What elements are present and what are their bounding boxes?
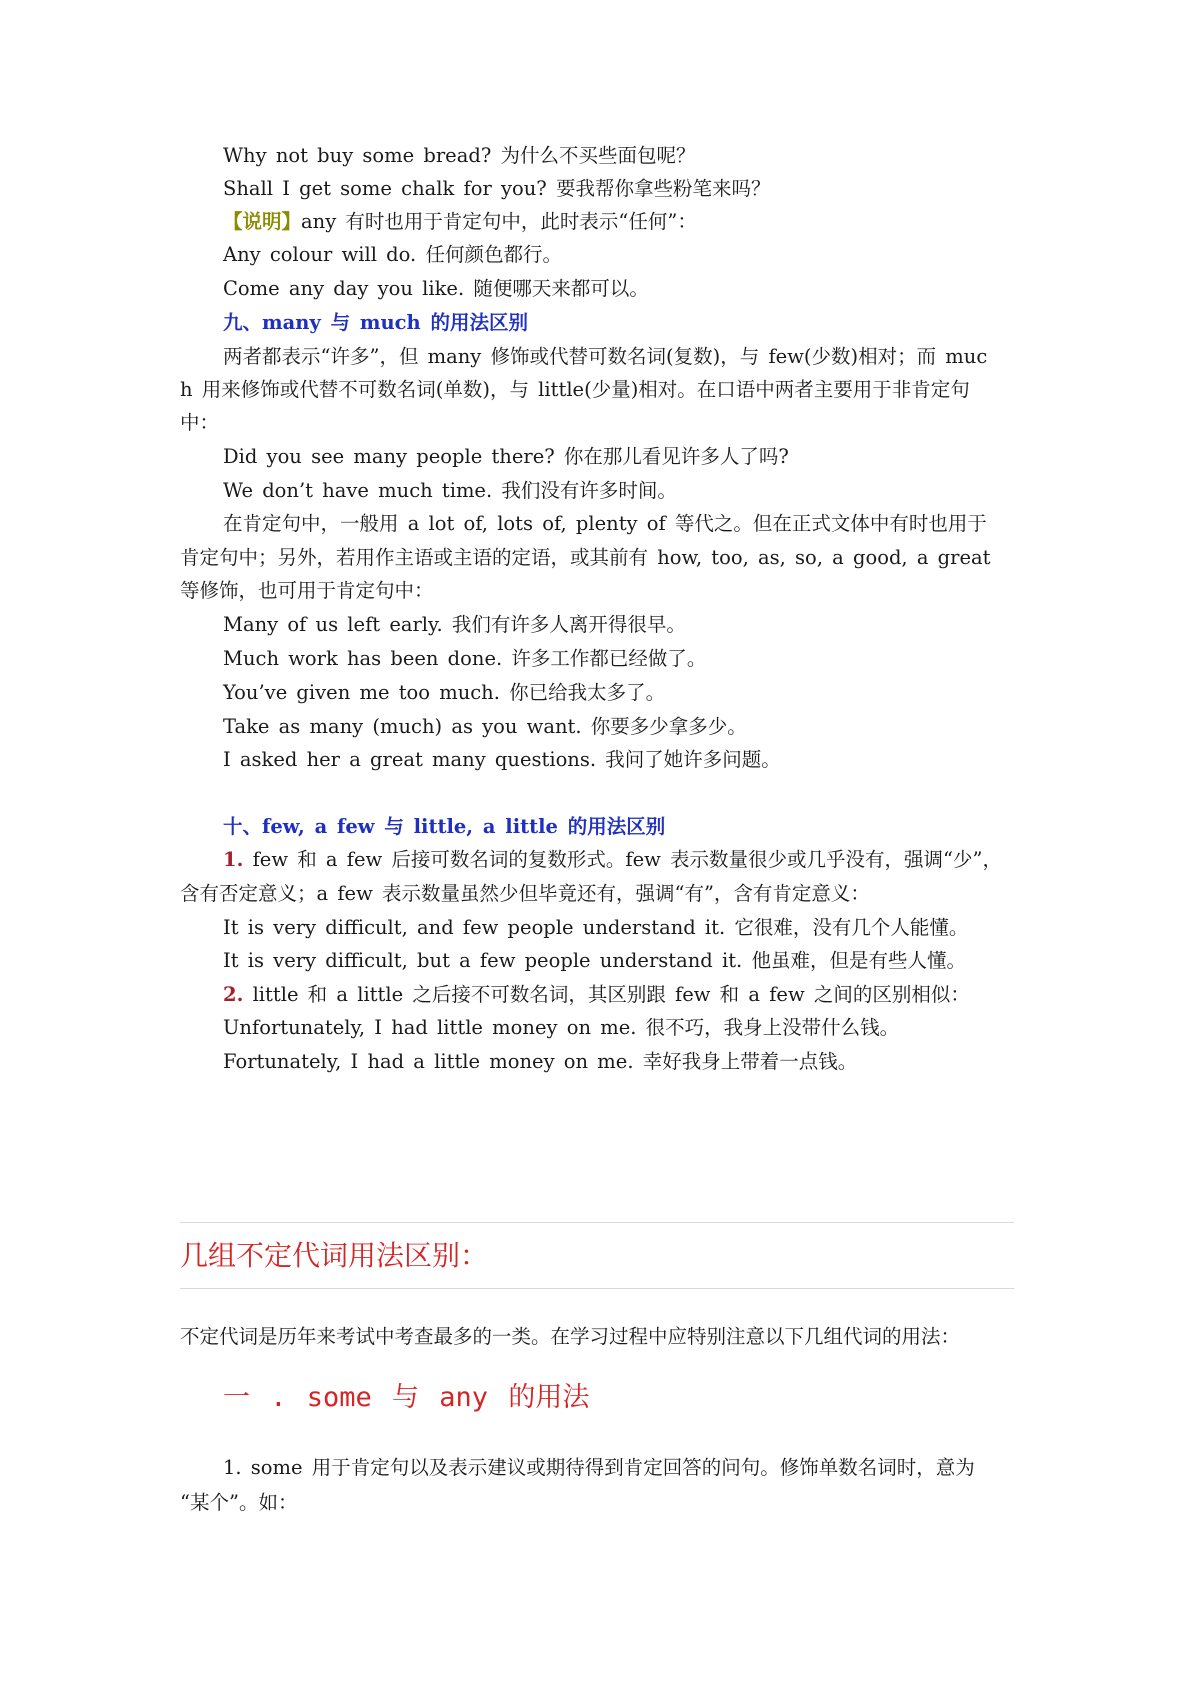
paragraph-line: 肯定句中；另外，若用作主语或主语的定语，或其前有 how, too, as, so, a good, a great	[180, 546, 991, 569]
numbered-paragraph	[0, 842, 1190, 878]
numbered-paragraph	[0, 977, 1190, 1013]
section-heading-10: 十、few, a few 与 little, a little 的用法区别	[223, 815, 666, 838]
paragraph-line: 在肯定句中，一般用 a lot of, lots of, plenty of 等代之。但在正式文体中有时也用于	[223, 512, 987, 535]
example-line: It is very difficult, and few people understand it. 它很难，没有几个人能懂。	[223, 916, 969, 939]
example-line: Any colour will do. 任何颜色都行。	[223, 243, 562, 266]
example-line: Take as many (much) as you want. 你要多少拿多少。	[223, 715, 747, 738]
example-line: Unfortunately, I had little money on me. 很不巧，我身上没带什么钱。	[223, 1016, 900, 1039]
section-heading-9: 九、many 与 much 的用法区别	[223, 311, 529, 334]
note-text: any 有时也用于肯定句中，此时表示“任何”：	[301, 210, 697, 233]
example-line: Why not buy some bread? 为什么不买些面包呢？	[223, 144, 696, 167]
note-line	[0, 204, 1190, 240]
example-line: Fortunately, I had a little money on me. 幸好我身上带着一点钱。	[223, 1050, 858, 1073]
example-line: You’ve given me too much. 你已给我太多了。	[223, 681, 666, 704]
paragraph-line: 等修饰，也可用于肯定句中：	[180, 579, 434, 602]
example-line: I asked her a great many questions. 我问了她许多问题。	[223, 748, 781, 771]
item-number: 1.	[223, 848, 244, 871]
example-line: It is very difficult, but a few people understand it. 他虽难，但是有些人懂。	[223, 949, 966, 972]
subsection-title: 一 . some 与 any 的用法	[223, 1382, 590, 1413]
divider	[180, 1288, 1014, 1289]
intro-paragraph: 不定代词是历年来考试中考查最多的一类。在学习过程中应特别注意以下几组代词的用法：	[180, 1325, 961, 1348]
paragraph-text: little 和 a little 之后接不可数名词，其区别跟 few 和 a few 之间的区别相似：	[252, 983, 970, 1006]
example-line: Much work has been done. 许多工作都已经做了。	[223, 647, 707, 670]
paragraph-line: 1. some 用于肯定句以及表示建议或期待得到肯定回答的问句。修饰单数名词时，意为	[223, 1456, 975, 1479]
note-label: 【说明】	[223, 210, 302, 233]
example-line: Shall I get some chalk for you? 要我帮你拿些粉笔来吗？	[223, 177, 771, 200]
paragraph-line: 中：	[180, 411, 220, 434]
example-line: We don’t have much time. 我们没有许多时间。	[223, 479, 677, 502]
paragraph-text: few 和 a few 后接可数名词的复数形式。few 表示数量很少或几乎没有，强调“少”，	[252, 848, 1002, 871]
divider	[180, 1222, 1014, 1223]
paragraph-line: 含有否定意义；a few 表示数量虽然少但毕竟还有，强调“有”，含有肯定意义：	[180, 882, 870, 905]
paragraph-line: h 用来修饰或代替不可数名词(单数)，与 little(少量)相对。在口语中两者主要用于非肯定句	[180, 378, 970, 401]
paragraph-line: “某个”。如：	[180, 1491, 298, 1514]
example-line: Did you see many people there? 你在那儿看见许多人了吗?	[223, 445, 789, 468]
paragraph-line: 两者都表示“许多”，但 many 修饰或代替可数名词(复数)，与 few(少数)相对；而 muc	[223, 345, 988, 368]
example-line: Many of us left early. 我们有许多人离开得很早。	[223, 613, 686, 636]
example-line: Come any day you like. 随便哪天来都可以。	[223, 277, 649, 300]
section-title: 几组不定代词用法区别：	[180, 1239, 489, 1272]
item-number: 2.	[223, 983, 244, 1006]
